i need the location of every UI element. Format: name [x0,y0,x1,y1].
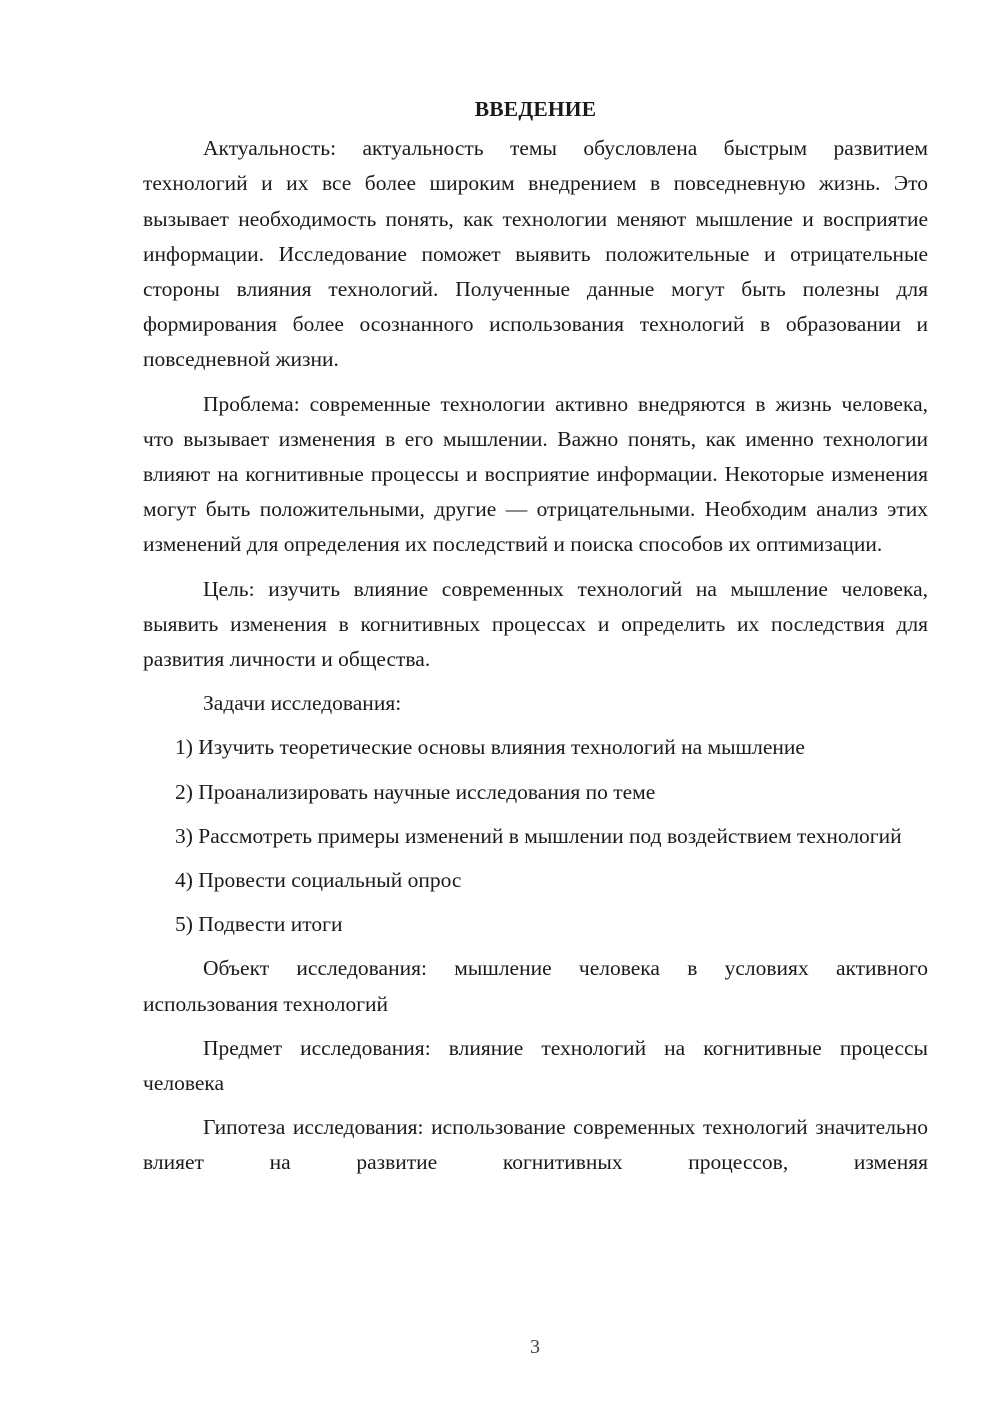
paragraph-object: Объект исследования: мышление человека в условиях активного использования технологий [143,956,928,1016]
task-item-3: 3) Рассмотреть примеры изменений в мышлении под воздействием технологий [175,823,902,848]
paragraph-problem: Проблема: современные технологии активно внедряются в жизнь человека, что вызывает изменения в его мышлении. Важно понять, как именно технологии влияют на когнитивные процессы и восприятие информации. Некоторые изменения могут быть положительными, другие — отрицательными. Необходим анализ этих изменений для определения их последствий и поиска способов их оптимизации. [143,391,928,557]
paragraph-goal: Цель: изучить влияние современных технологий на мышление человека, выявить изменения в когнитивных процессах и определить их последствия для развития личности и общества. [143,576,928,672]
task-item-1: 1) Изучить теоретические основы влияния технологий на мышление [175,735,805,760]
task-item-4: 4) Провести социальный опрос [175,868,462,893]
paragraph-tasks-heading: Задачи исследования: [203,691,402,716]
task-item-2: 2) Проанализировать научные исследования по теме [175,779,656,804]
paragraph-hypothesis: Гипотеза исследования: использование современных технологий значительно влияет на развитие когнитивных процессов, изменяя [143,1115,928,1175]
paragraph-subject: Предмет исследования: влияние технологий на когнитивные процессы человека [143,1035,928,1096]
paragraph-relevance: Актуальность: актуальность темы обусловлена быстрым развитием технологий и их все более широким внедрением в повседневную жизнь. Это вызывает необходимость понять, как технологии меняют мышление и восприятие информации. Исследование поможет выявить положительные и отрицательные стороны влияния технологий. Полученные данные могут быть полезны для формирования более осознанного использования технологий в образовании и повседневной жизни. [143,136,928,372]
page-title: ВВЕДЕНИЕ [474,97,597,121]
page-number: 3 [530,1336,540,1358]
page-content [143,92,928,1190]
task-item-5: 5) Подвести итоги [175,912,343,937]
